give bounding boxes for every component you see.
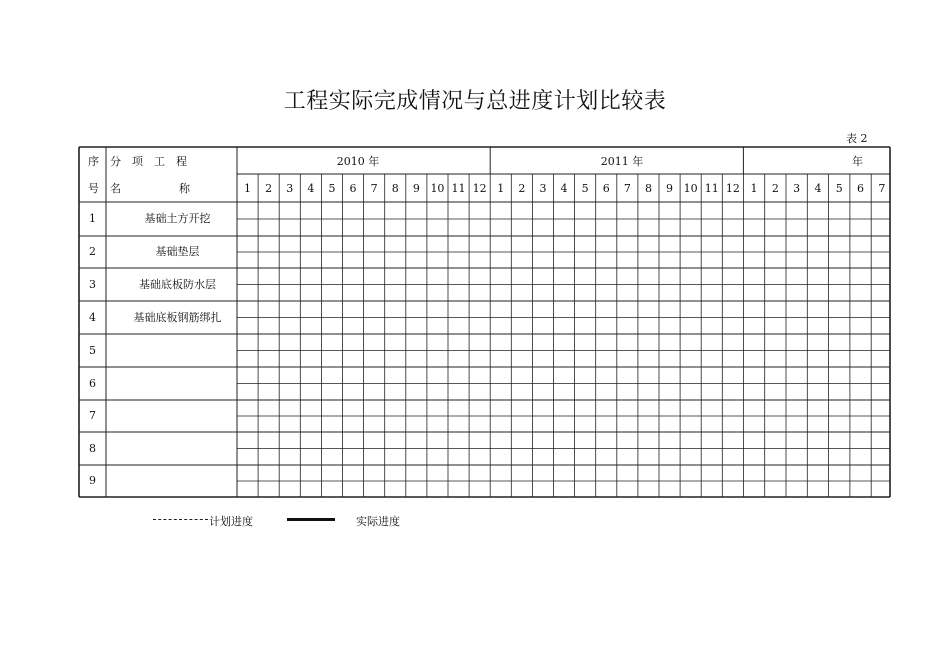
month-label: 4: [560, 182, 568, 195]
month-label: 5: [328, 182, 336, 195]
year-header-2010: 2010 年: [336, 155, 380, 168]
month-label: 4: [307, 182, 315, 195]
row-number: 1: [89, 212, 96, 225]
month-label: 11: [451, 182, 466, 195]
row-item-name: 基础土方开挖: [144, 212, 211, 225]
item-header-top: 分 项 工 程: [110, 155, 187, 168]
month-label: 8: [644, 182, 652, 195]
month-label: 6: [602, 182, 610, 195]
page-title: 工程实际完成情况与总进度计划比较表: [283, 89, 667, 114]
month-label: 11: [704, 182, 719, 195]
month-label: 2: [265, 182, 273, 195]
legend-plan-dashed-line: [153, 519, 208, 520]
row-number: 6: [89, 376, 96, 390]
month-label: 1: [244, 182, 252, 195]
month-label: 4: [814, 182, 822, 195]
month-label: 1: [750, 182, 758, 195]
row-number: 4: [89, 310, 96, 324]
legend-actual-label: 实际进度: [356, 515, 400, 528]
row-number: 7: [89, 409, 96, 422]
month-label: 5: [581, 182, 589, 195]
row-number: 2: [89, 245, 96, 258]
item-header-bottom-left: 名: [110, 182, 121, 195]
table-number: 表 2: [846, 132, 868, 145]
item-header-bottom-right: 称: [179, 182, 190, 195]
month-label: 12: [725, 182, 740, 195]
month-label: 8: [391, 182, 399, 195]
month-label: 6: [857, 182, 865, 195]
seq-header-bottom: 号: [88, 182, 99, 195]
month-label: 10: [683, 182, 698, 195]
row-number: 9: [89, 474, 96, 487]
month-label: 7: [878, 182, 886, 195]
month-label: 6: [349, 182, 357, 195]
legend-plan-label: 计划进度: [209, 515, 253, 528]
month-label: 12: [472, 182, 487, 195]
month-label: 10: [430, 182, 445, 195]
month-label: 9: [412, 182, 420, 195]
month-label: 7: [370, 182, 378, 195]
row-number: 3: [89, 277, 96, 291]
row-item-name: 基础底板防水层: [139, 277, 216, 291]
month-label: 3: [539, 182, 547, 195]
row-number: 5: [89, 343, 96, 357]
month-label: 9: [666, 182, 674, 195]
row-item-name: 基础底板钢筋绑扎: [133, 310, 222, 324]
year-header-2011: 2011 年: [600, 155, 644, 168]
seq-header-top: 序: [88, 155, 99, 168]
month-label: 2: [518, 182, 526, 195]
row-number: 8: [89, 441, 96, 455]
month-label: 1: [497, 182, 505, 195]
month-label: 5: [835, 182, 843, 195]
month-label: 3: [793, 182, 801, 195]
row-item-name: 基础垫层: [155, 245, 200, 258]
month-label: 7: [623, 182, 631, 195]
month-label: 2: [771, 182, 779, 195]
year-header-blank: 年: [852, 155, 863, 168]
month-label: 3: [286, 182, 294, 195]
legend-actual-solid-line: [287, 518, 335, 521]
